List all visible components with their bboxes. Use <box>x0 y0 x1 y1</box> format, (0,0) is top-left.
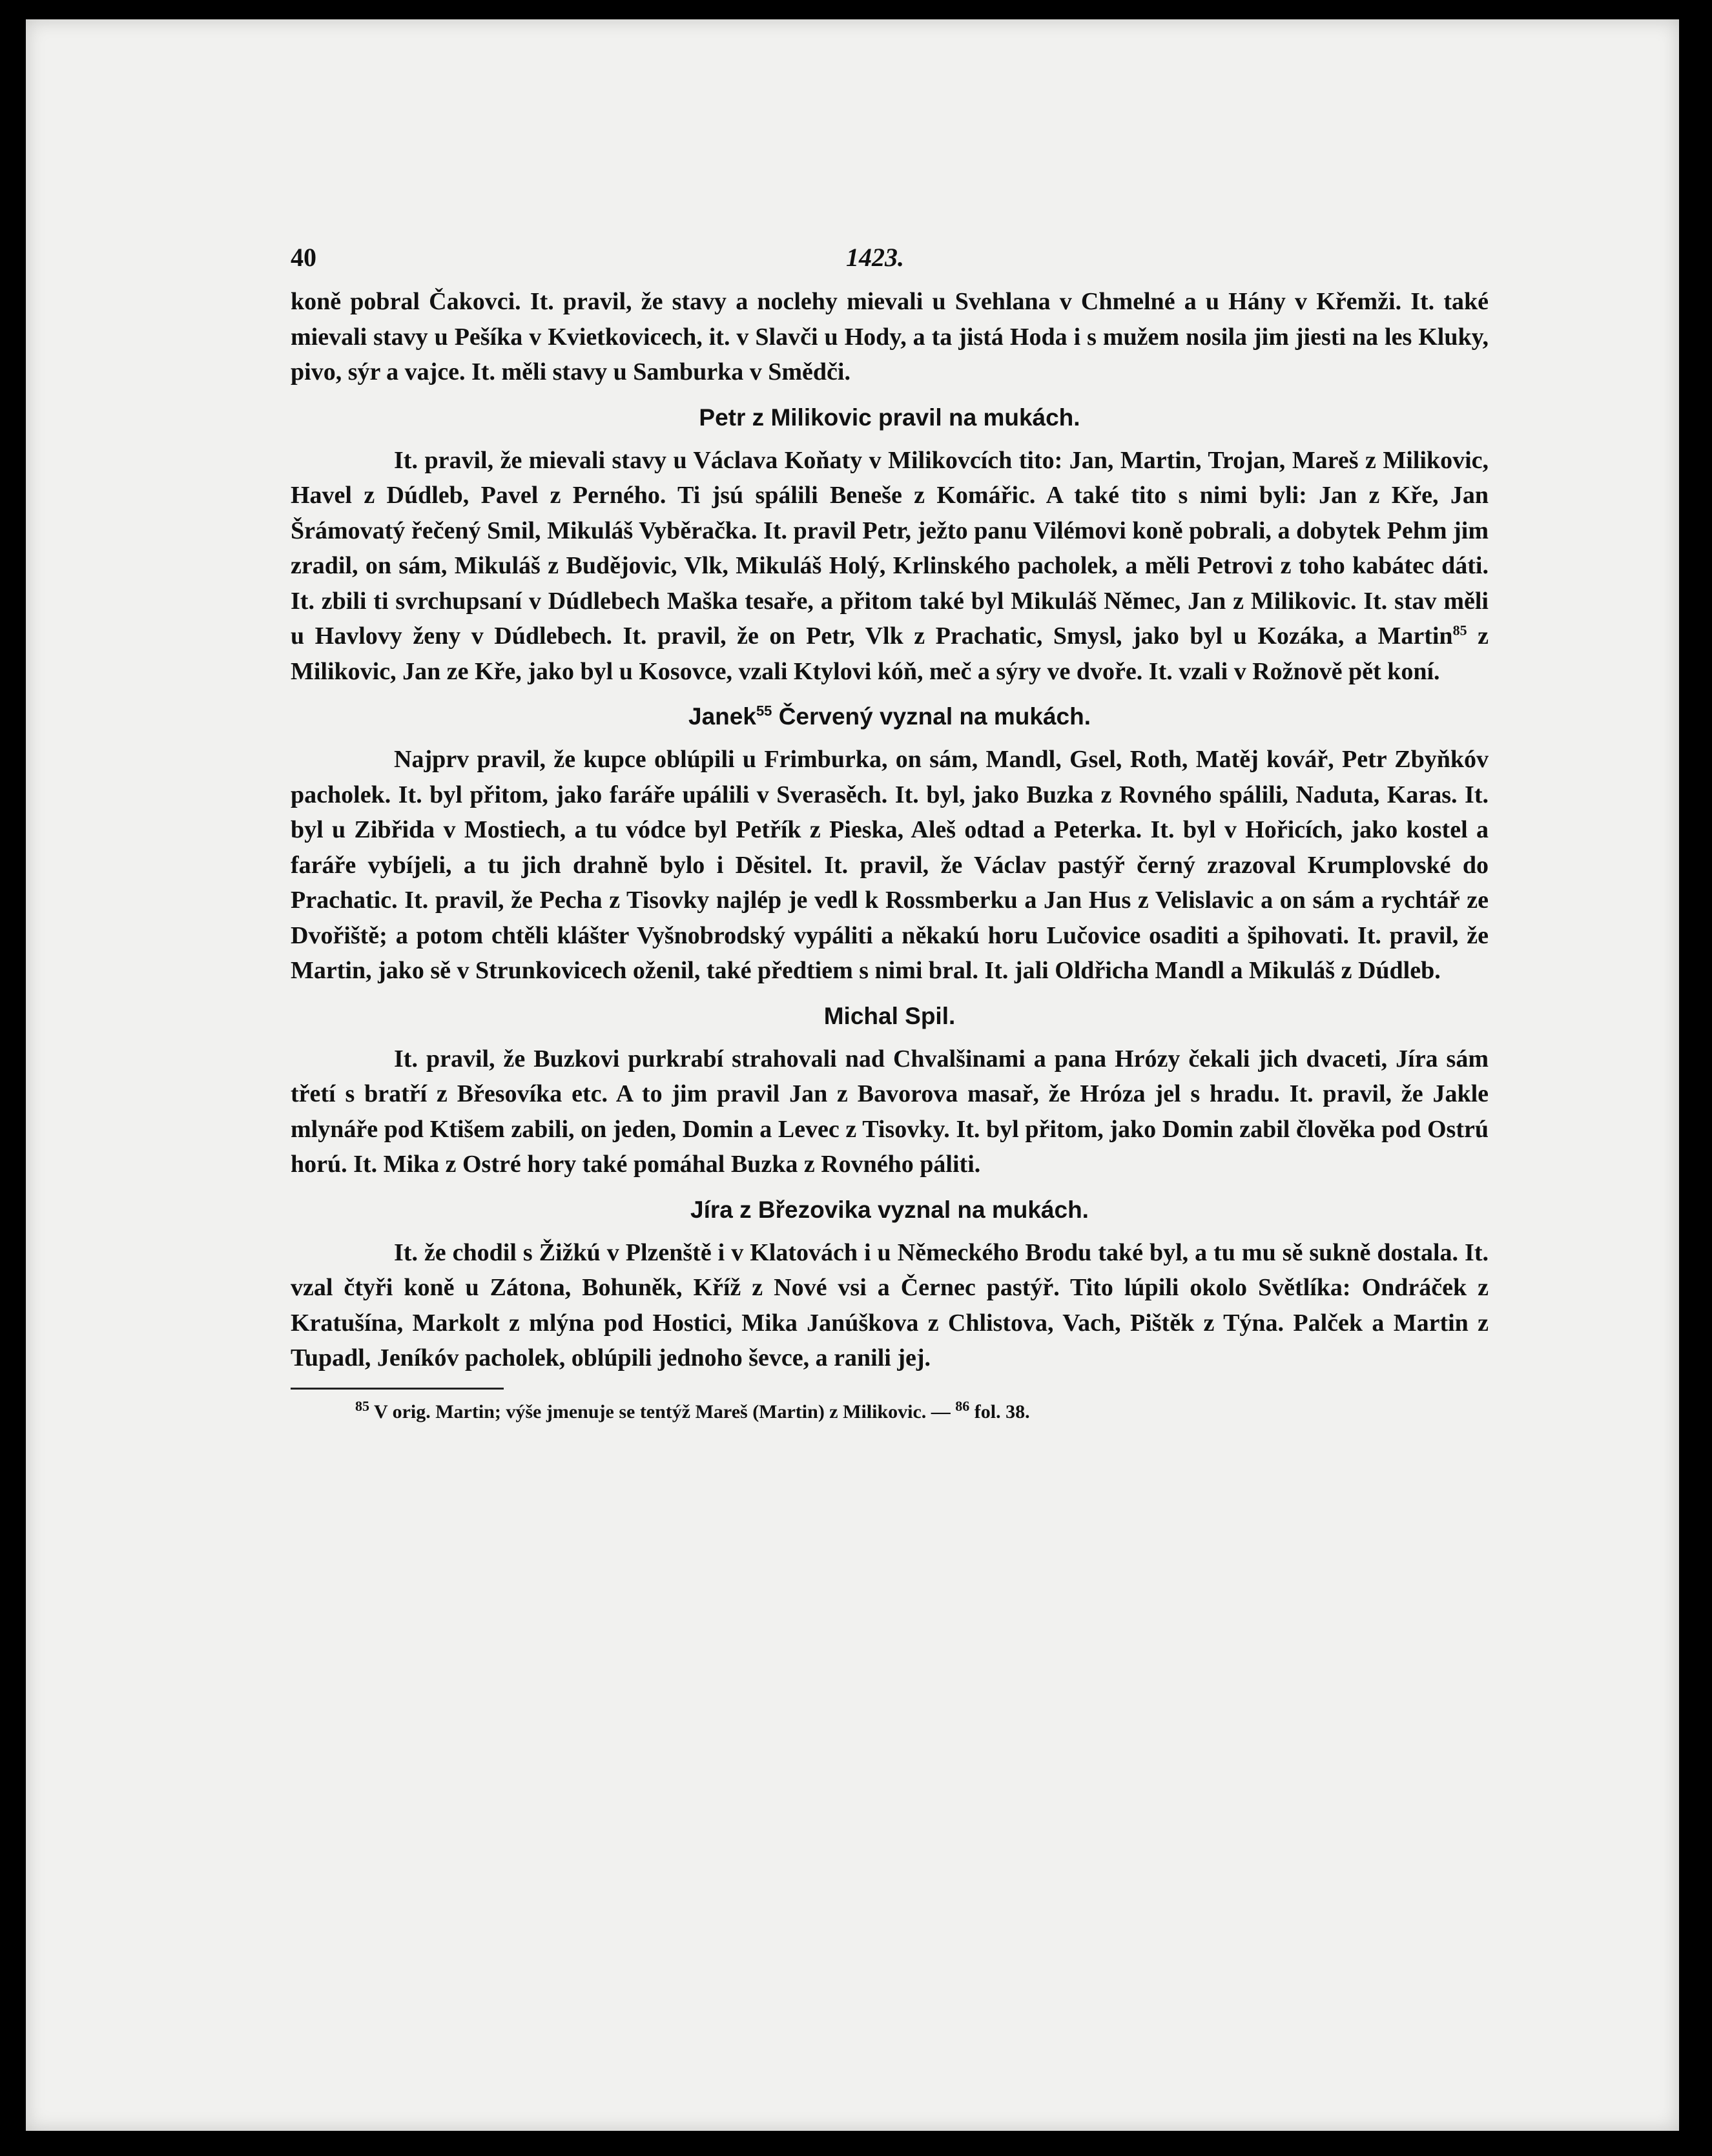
running-year: 1423. <box>846 243 904 272</box>
running-header <box>291 232 1489 284</box>
footnote-ref: 55 <box>756 703 772 719</box>
page-content <box>291 232 1489 1426</box>
section-heading: Petr z Milikovic pravil na mukách. <box>699 404 1080 431</box>
section-paragraph: Najprv pravil, že kupce oblúpili u Frimburka, on sám, Mandl, Gsel, Roth, Matěj kovář, Petr Zbyňkóv pacholek. It. byl přitom, jako faráře upálili v Sverasěch. It. byl, jako Buzka z Rovného spálili, Naduta, Karas. It. byl u Zibřida v Mostiech, a tu vódce byl Petřík z Pieska, Aleš odtad a Peterka. It. byl v Hořicích, jako kostel a faráře vybíjeli, a tu jich drahně bylo i Děsitel. It. pravil, že Václav pastýř černý zrazoval Krumplovské do Prachatic. It. pravil, že Pecha z Tisovky najlép je vedl k Rossmberku a Jan Hus z Velislavic a on sám a rychtář ze Dvořiště; a potom chtěli klášter Vyšnobrodský vypáliti a někakú horu Lučovice osaditi a špihovati. It. pravil, že Martin, jako sě v Strunkovicech oženil, také předtiem s nimi bral. It. jali Oldřicha Mandl a Mikuláš z Dúdleb. <box>291 746 1489 984</box>
section-heading: Jíra z Březovika vyznal na mukách. <box>690 1196 1089 1223</box>
paragraph-text: It. pravil, že mievali stavy u Václava Koňaty v Milikovcích tito: Jan, Martin, Trojan, Mareš z Milikovic, Havel z Dúdleb, Pavel z Perného. Ti jsú spálili Beneše z Komářic. A také tito s nimi byli: Jan z Kře, Jan Šrámovatý řečený Smil, Mikuláš Vyběračka. It. pravil Petr, ježto panu Vilémovi koně pobrali, a dobytek Pehm jim zradil, on sám, Mikuláš z Budějovic, Vlk, Mikuláš Holý, Krlinského pacholek, a měli Petrovi z toho kabátec dáti. It. zbili ti svrchupsaní v Dúdlebech Maška tesaře, a přitom také byl Mikuláš Němec, Jan z Milikovic. It. stav měli u Havlovy ženy v Dúdlebech. It. pravil, že on Petr, Vlk z Prachatic, Smysl, jako byl u Kozáka, a Martin <box>291 446 1489 650</box>
footnote-rule <box>291 1388 504 1390</box>
footnote-text: fol. 38. <box>969 1401 1030 1422</box>
section-heading: Michal Spil. <box>823 1002 956 1029</box>
heading-name: Janek <box>688 703 756 730</box>
section-heading <box>291 699 1489 734</box>
section-paragraph: It. pravil, že Buzkovi purkrabí strahovali nad Chvalšinami a pana Hrózy čekali jich dvaceti, Jíra sám třetí s bratří z Břesovíka etc. A to jim pravil Jan z Bavorova masař, že Hróza jel s hradu. It. pravil, že Jakle mlynáře pod Ktišem zabili, on jeden, Domin a Levec z Tisovky. It. byl přitom, jako Domin zabil člověka pod Ostrú horú. It. Mika z Ostré hory také pomáhal Buzka z Rovného páliti. <box>291 1045 1489 1178</box>
footnote <box>291 1399 1489 1426</box>
section-paragraph <box>291 443 1489 690</box>
footnote-text: V orig. Martin; výše jmenuje se tentýž Mareš (Martin) z Milikovic. — <box>369 1401 956 1422</box>
intro-paragraph: koně pobral Čakovci. It. pravil, že stavy a noclehy mievali u Svehlana v Chmelné a u Hány v Křemži. It. také mievali stavy u Pešíka v Kvietkovicech, it. v Slavči u Hody, a ta jistá Hoda i s mužem nosila jim jiesti na les Kluky, pivo, sýr a vajce. It. měli stavy u Samburka v Smědči. <box>291 288 1489 385</box>
footnote-number: 85 <box>355 1397 369 1414</box>
heading-rest: Červený vyznal na mukách. <box>772 703 1091 730</box>
scanned-page <box>26 19 1679 2131</box>
section-paragraph: It. že chodil s Žižkú v Plzenště i v Klatovách i u Německého Brodu také byl, a tu mu sě sukně dostala. It. vzal čtyři koně u Zátona, Bohuněk, Kříž z Nové vsi a Černec pastýř. Tito lúpili okolo Světlíka: Ondráček z Kratušína, Markolt z mlýna pod Hostici, Mika Janúškova z Chlistova, Vach, Pištěk z Týna. Palček a Martin z Tupadl, Jeníkóv pacholek, oblúpili jednoho ševce, a ranili jej. <box>291 1238 1489 1371</box>
paragraph-text: z Milikovic, Jan ze Kře, jako byl u Kosovce, vzali Ktylovi kóň, meč a sýry ve dvoře. It. vzali v Rožnově pět koní. <box>291 622 1489 685</box>
footnote-number: 86 <box>955 1397 970 1414</box>
page-number: 40 <box>291 243 316 272</box>
footnote-ref: 85 <box>1452 622 1467 639</box>
